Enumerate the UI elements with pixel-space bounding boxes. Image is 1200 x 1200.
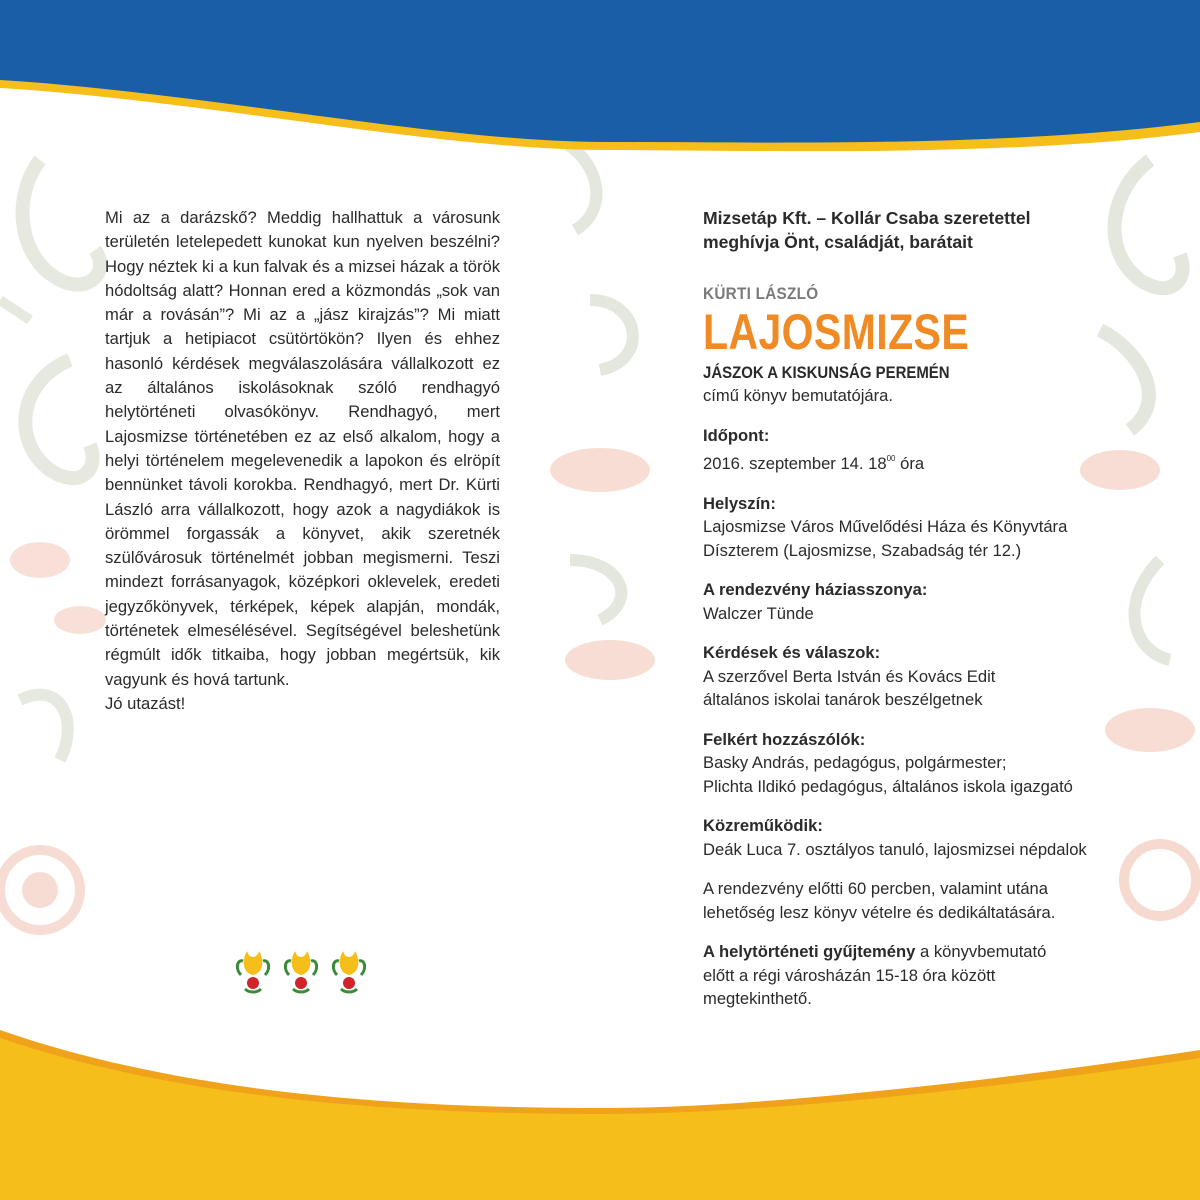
section-speakers bbox=[703, 728, 1173, 799]
bottom-band bbox=[0, 1038, 1200, 1200]
folk-tulip-icon bbox=[285, 951, 316, 992]
book-subtitle: JÁSZOK A KISKUNSÁG PEREMÉN bbox=[703, 362, 950, 382]
top-band bbox=[0, 0, 1200, 143]
closing-line: Jó utazást! bbox=[105, 693, 186, 713]
schedule-unit: óra bbox=[895, 454, 925, 473]
section-line: Díszterem (Lajosmizse, Szabadság tér 12.) bbox=[703, 540, 1022, 560]
collection-rest: a könyvbemutató bbox=[915, 942, 1047, 961]
collection-note bbox=[703, 940, 1173, 1011]
section-heading: Közreműködik: bbox=[703, 816, 823, 835]
section-line: Walczer Tünde bbox=[703, 603, 814, 623]
section-performer bbox=[703, 814, 1173, 861]
book-title: LAJOSMIZSE bbox=[703, 303, 970, 360]
section-qa bbox=[703, 641, 1173, 712]
invitation-line-2: meghívja Önt, családját, barátait bbox=[703, 232, 973, 252]
book-suffix: című könyv bemutatójára. bbox=[703, 386, 893, 405]
folk-icon-row bbox=[233, 947, 373, 995]
collection-bold: A helytörténeti gyűjtemény bbox=[703, 942, 916, 961]
book-author: KÜRTI LÁSZLÓ bbox=[703, 284, 819, 303]
folk-ornament-center bbox=[550, 140, 655, 680]
schedule-date: 2016. szeptember 14. 18 bbox=[703, 454, 887, 473]
section-heading: Kérdések és válaszok: bbox=[703, 643, 881, 662]
collection-line: megtekinthető. bbox=[703, 989, 812, 1008]
section-line: Lajosmizse Város Művelődési Háza és Könyvtára bbox=[703, 517, 1068, 536]
sales-line: lehetőség lesz könyv vételre és dedikáltatására. bbox=[703, 902, 1056, 922]
collection-line bbox=[703, 940, 1173, 964]
section-heading: Helyszín: bbox=[703, 493, 776, 513]
section-line: Plichta Ildikó pedagógus, általános iskola igazgató bbox=[703, 776, 1073, 796]
description-paragraph: Mi az a darázskő? Meddig hallhattuk a városunk területén letelepedett kunokat kun nyelven beszélni? Hogy néztek ki a kun falvak és a mizsei házak a török hódoltság alatt? Honnan ered a közmondás „sok van már a rovásán”? Mi az a „jász kirajzás”? Mi miatt tartjuk a hetipiacot csütörtökön? Ilyen és ehhez hasonló kérdések megválaszolására vállalkozott ez az általános iskolásoknak szóló rendhagyó helytörténeti olvasókönyv. Rendhagyó, mert Lajosmizse történetében ez az első alkalom, hogy a helyi történelem megelevenedik a lapokon és elröpít bennünket távoli korokba. Rendhagyó, mert Dr. Kürti László arra vállalkozott, hogy azok a nagydiákok is örömmel forgassák a könyvet, akik szeretnék szülővárosuk történelmét jobban megismerni. Teszi mindezt forrásanyagok, középkori oklevelek, eredeti jegyzőkönyvek, térképek, képek alapján, mondák, történetek elmesélésével. Segítségével beleshetünk régmúlt idők titkaiba, hogy jobban megértsük, kik vagyunk és hová tartunk. bbox=[105, 208, 500, 689]
section-host bbox=[703, 578, 1173, 625]
invitation-header bbox=[703, 206, 1173, 254]
invitation-line-1: Mizsetáp Kft. – Kollár Csaba szeretettel bbox=[703, 208, 1031, 228]
schedule-minutes: 00 bbox=[886, 454, 896, 463]
schedule-value bbox=[703, 447, 1173, 476]
section-line: általános iskolai tanárok beszélgetnek bbox=[703, 690, 983, 709]
schedule-label: Időpont: bbox=[703, 425, 770, 445]
invitation-column bbox=[703, 206, 1173, 1027]
schedule-section bbox=[703, 424, 1173, 476]
section-line: Deák Luca 7. osztályos tanuló, lajosmizsei népdalok bbox=[703, 839, 1087, 859]
section-line: A szerzővel Berta István és Kovács Edit bbox=[703, 666, 996, 686]
sales-note bbox=[703, 877, 1173, 924]
section-heading: Felkért hozzászólók: bbox=[703, 729, 866, 749]
collection-line: előtt a régi városházán 15-18 óra között bbox=[703, 965, 996, 985]
folk-tulip-icon bbox=[333, 951, 364, 992]
description-column bbox=[105, 206, 500, 716]
section-line: Basky András, pedagógus, polgármester; bbox=[703, 753, 1007, 772]
folk-tulip-icon bbox=[237, 951, 268, 992]
section-heading: A rendezvény háziasszonya: bbox=[703, 580, 928, 599]
section-location bbox=[703, 492, 1173, 563]
folk-ornament-left bbox=[0, 160, 106, 930]
sales-line: A rendezvény előtti 60 percben, valamint utána bbox=[703, 879, 1049, 898]
